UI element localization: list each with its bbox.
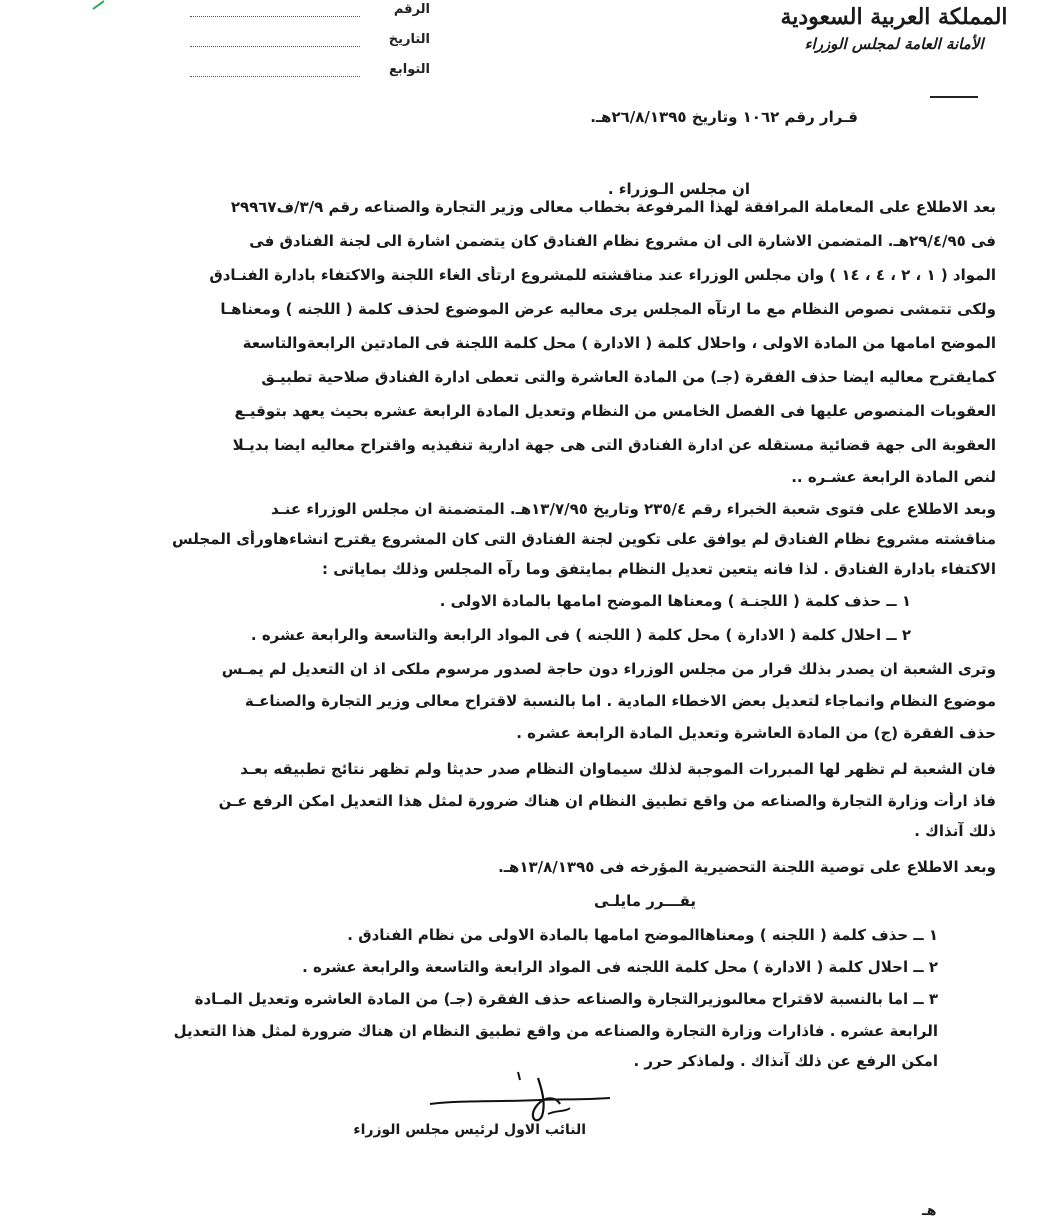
signatory-title: النائب الاول لرئيس مجلس الوزراء — [353, 1122, 586, 1138]
p3-line: حذف الفقرة (ج) من المادة العاشرة وتعديل المادة الرابعة عشره . — [516, 724, 996, 742]
p1-line: بعد الاطلاع على المعاملة المرافقة لهذا المرفوعة بخطاب معالى وزير التجارة والصناعه رقم ٣/٩/ف٢٩٩٦٧ — [230, 198, 996, 216]
letterhead-secretariat: الأمانة العامة لمجلس الوزراء — [804, 35, 984, 53]
p2-item: ٢ ــ احلال كلمة ( الادارة ) محل كلمة ( اللجنه ) فى المواد الرابعة والتاسعة والرابعة عشره . — [250, 626, 911, 644]
paragraph-5: وبعد الاطلاع على توصية اللجنة التحضيرية المؤرخه فى ١٣/٨/١٣٩٥هـ. — [498, 858, 996, 876]
letterhead-kingdom: المملكة العربية السعودية — [780, 4, 1008, 30]
p3-line: وترى الشعبة ان يصدر بذلك قرار من مجلس الوزراء دون حاجة لصدور مرسوم ملكى اذ ان التعديل لم يمـس — [221, 660, 996, 678]
resolves-heading: يقـــرر مايلـى — [594, 892, 696, 910]
resolution-item: ٢ ــ احلال كلمة ( الادارة ) محل كلمة اللجنه فى المواد الرابعة والتاسعة والرابعة عشره . — [302, 958, 938, 976]
corner-mark: هـ — [922, 1203, 937, 1219]
decision-number-line: قـرار رقم ١٠٦٢ وتاريخ ٢٦/٨/١٣٩٥هـ. — [590, 108, 858, 126]
letterhead — [754, 2, 1034, 56]
resolution-item: ٣ ــ اما بالنسبة لاقتراح معالىوزيرالتجارة والصناعه حذف الفقرة (جـ) من المادة العاشره وتعديل المـادة — [194, 990, 938, 1008]
resolution-item: الرابعة عشره . فاذارات وزارة التجارة والصناعه من واقع تطبيق النظام ان هناك ضرورة لمثل هذا التعديل — [173, 1022, 938, 1040]
field-date-dots — [190, 46, 360, 47]
letterhead-rule — [930, 96, 978, 98]
field-number-label: الرقم — [393, 2, 430, 17]
p4-line: ذلك آنذاك . — [914, 822, 996, 840]
p1-line: لنص المادة الرابعة عشـره .. — [791, 468, 996, 486]
field-date-label: التاريخ — [388, 32, 430, 47]
field-number-dots — [190, 16, 360, 17]
p4-line: فان الشعبة لم تظهر لها المبررات الموجبة لذلك سيماوان النظام صدر حديثا ولم تظهر نتائج تطبيقه بعـد — [240, 760, 996, 778]
p2-line: الاكتفاء بادارة الفنادق . لذا فانه يتعين تعديل النظام بمايتفق وما رآه المجلس وذلك بماياتى : — [322, 560, 996, 578]
p1-line: العقوبة الى جهة قضائية مستقله عن ادارة الفنادق التى هى جهة ادارية تنفيذيه واقتراح معاليه ايضا بديـلا — [232, 436, 996, 454]
p1-line: ولكى تتمشى نصوص النظام مع ما ارتآه المجلس يرى معاليه عرض الموضوع لحذف كلمة ( اللجنه ) ومعناهـا — [220, 300, 996, 318]
resolution-item: ١ ــ حذف كلمة ( اللجنه ) ومعناهاالموضح امامها بالمادة الاولى من نظام الفنادق . — [347, 926, 938, 944]
field-attachments — [190, 62, 430, 86]
field-attachments-label: التوابع — [388, 62, 430, 77]
p1-line: فى ٢٩/٤/٩٥هـ. المتضمن الاشارة الى ان مشروع نظام الفنادق كان يتضمن اشارة الى لجنة الفنادق فى — [249, 232, 996, 250]
p1-line: الموضح امامها من المادة الاولى ، واحلال كلمة ( الادارة ) محل كلمة اللجنة فى المادتين الرابعةوالتاسعة — [242, 334, 996, 352]
p1-line: العقوبات المنصوص عليها فى الفصل الخامس من النظام وتعديل المادة الرابعة عشره بحيث يعهد بتوقيـع — [234, 402, 996, 420]
field-number — [190, 2, 430, 26]
p1-line: المواد ( ١ ، ٢ ، ٤ ، ١٤ ) وان مجلس الوزراء عند مناقشته للمشروع ارتأى الغاء اللجنة والاكتفاء بادارة الفنـادق — [209, 266, 996, 284]
resolution-item: امكن الرفع عن ذلك آنذاك . ولماذكر حرر . — [633, 1052, 938, 1070]
field-date — [190, 32, 430, 56]
p2-item: ١ ــ حذف كلمة ( اللجنـة ) ومعناها الموضح امامها بالمادة الاولى . — [439, 592, 911, 610]
field-attachments-dots — [190, 76, 360, 77]
p2-line: وبعد الاطلاع على فتوى شعبة الخبراء رقم ٢٣٥/٤ وتاريخ ١٣/٧/٩٥هـ. المتضمنة ان مجلس الوزراء عنـد — [271, 500, 996, 518]
p2-line: مناقشته مشروع نظام الفنادق لم يوافق على تكوين لجنة الفنادق التى كان المشروع يقترح انشاءهاورأى المجلس — [172, 530, 996, 548]
opening-line: ان مجلس الـوزراء . — [607, 180, 750, 198]
p4-line: فاذ ارأت وزارة التجارة والصناعه من واقع تطبيق النظام ان هناك ضرورة لمثل هذا التعديل امكن الرفع عـن — [218, 792, 996, 810]
handwritten-signature — [420, 1070, 620, 1130]
green-ink-mark — [92, 0, 106, 10]
p1-line: كمايقترح معاليه ايضا حذف الفقرة (جـ) من المادة العاشرة والتى تعطى ادارة الفنادق صلاحية تطبيـق — [261, 368, 996, 386]
p3-line: موضوع النظام وانماجاء لتعديل بعض الاخطاء المادية . اما بالنسبة لاقتراح معالى وزير التجارة والصناعـة — [244, 692, 996, 710]
